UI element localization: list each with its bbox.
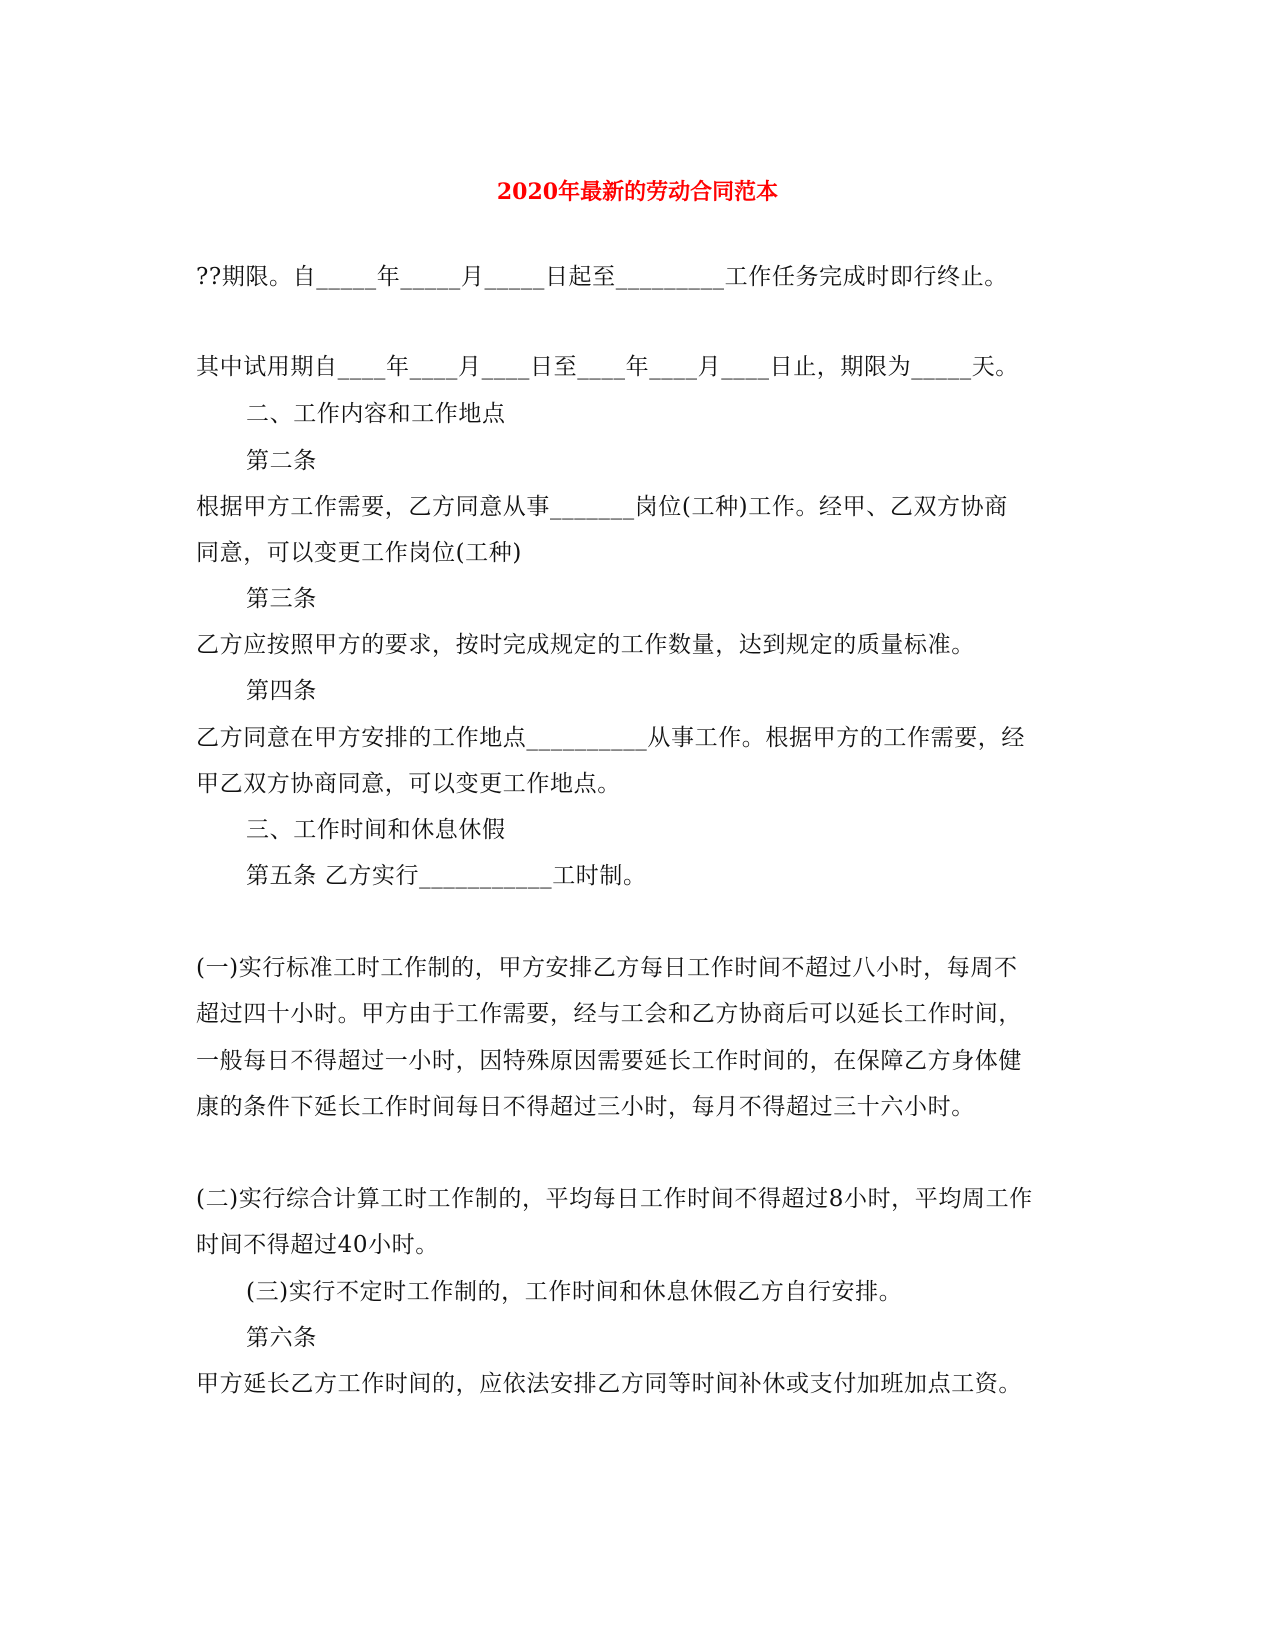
paragraph-line: 根据甲方工作需要，乙方同意从事_______岗位(工种)工作。经甲、乙双方协商 [196, 494, 1008, 520]
document-title: 2020年最新的劳动合同范本 [496, 179, 779, 205]
article-heading: 第三条 [246, 586, 317, 612]
paragraph-line: (二)实行综合计算工时工作制的，平均每日工作时间不得超过8小时，平均周工作 [196, 1186, 1033, 1212]
paragraph-line: 乙方应按照甲方的要求，按时完成规定的工作数量，达到规定的质量标准。 [196, 632, 975, 658]
paragraph-line: 其中试用期自____年____月____日至____年____月____日止，期限为_____天。 [196, 354, 1019, 380]
article-heading: 第六条 [246, 1325, 317, 1351]
section-heading: 三、工作时间和休息休假 [246, 817, 506, 843]
paragraph-line: 康的条件下延长工作时间每日不得超过三小时，每月不得超过三十六小时。 [196, 1094, 975, 1120]
paragraph-line: (三)实行不定时工作制的，工作时间和休息休假乙方自行安排。 [246, 1279, 903, 1305]
paragraph-line: 超过四十小时。甲方由于工作需要，经与工会和乙方协商后可以延长工作时间， [196, 1001, 1022, 1027]
section-heading: 二、工作内容和工作地点 [246, 401, 506, 427]
article-heading: 第四条 [246, 678, 317, 704]
paragraph-line: 时间不得超过40小时。 [196, 1232, 439, 1258]
paragraph-line: (一)实行标准工时工作制的，甲方安排乙方每日工作时间不超过八小时，每周不 [196, 955, 1018, 981]
article-heading: 第二条 [246, 448, 317, 474]
paragraph-line: ??期限。自_____年_____月_____日起至_________工作任务完成时即行终止。 [196, 264, 1008, 290]
paragraph-line: 同意，可以变更工作岗位(工种) [196, 540, 522, 566]
paragraph-line: 乙方同意在甲方安排的工作地点__________从事工作。根据甲方的工作需要，经 [196, 725, 1025, 751]
paragraph-line: 一般每日不得超过一小时，因特殊原因需要延长工作时间的，在保障乙方身体健 [196, 1048, 1022, 1074]
paragraph-line: 甲乙双方协商同意，可以变更工作地点。 [196, 771, 621, 797]
article-line: 第五条 乙方实行___________工时制。 [246, 863, 647, 889]
paragraph-line: 甲方延长乙方工作时间的，应依法安排乙方同等时间补休或支付加班加点工资。 [196, 1371, 1022, 1397]
